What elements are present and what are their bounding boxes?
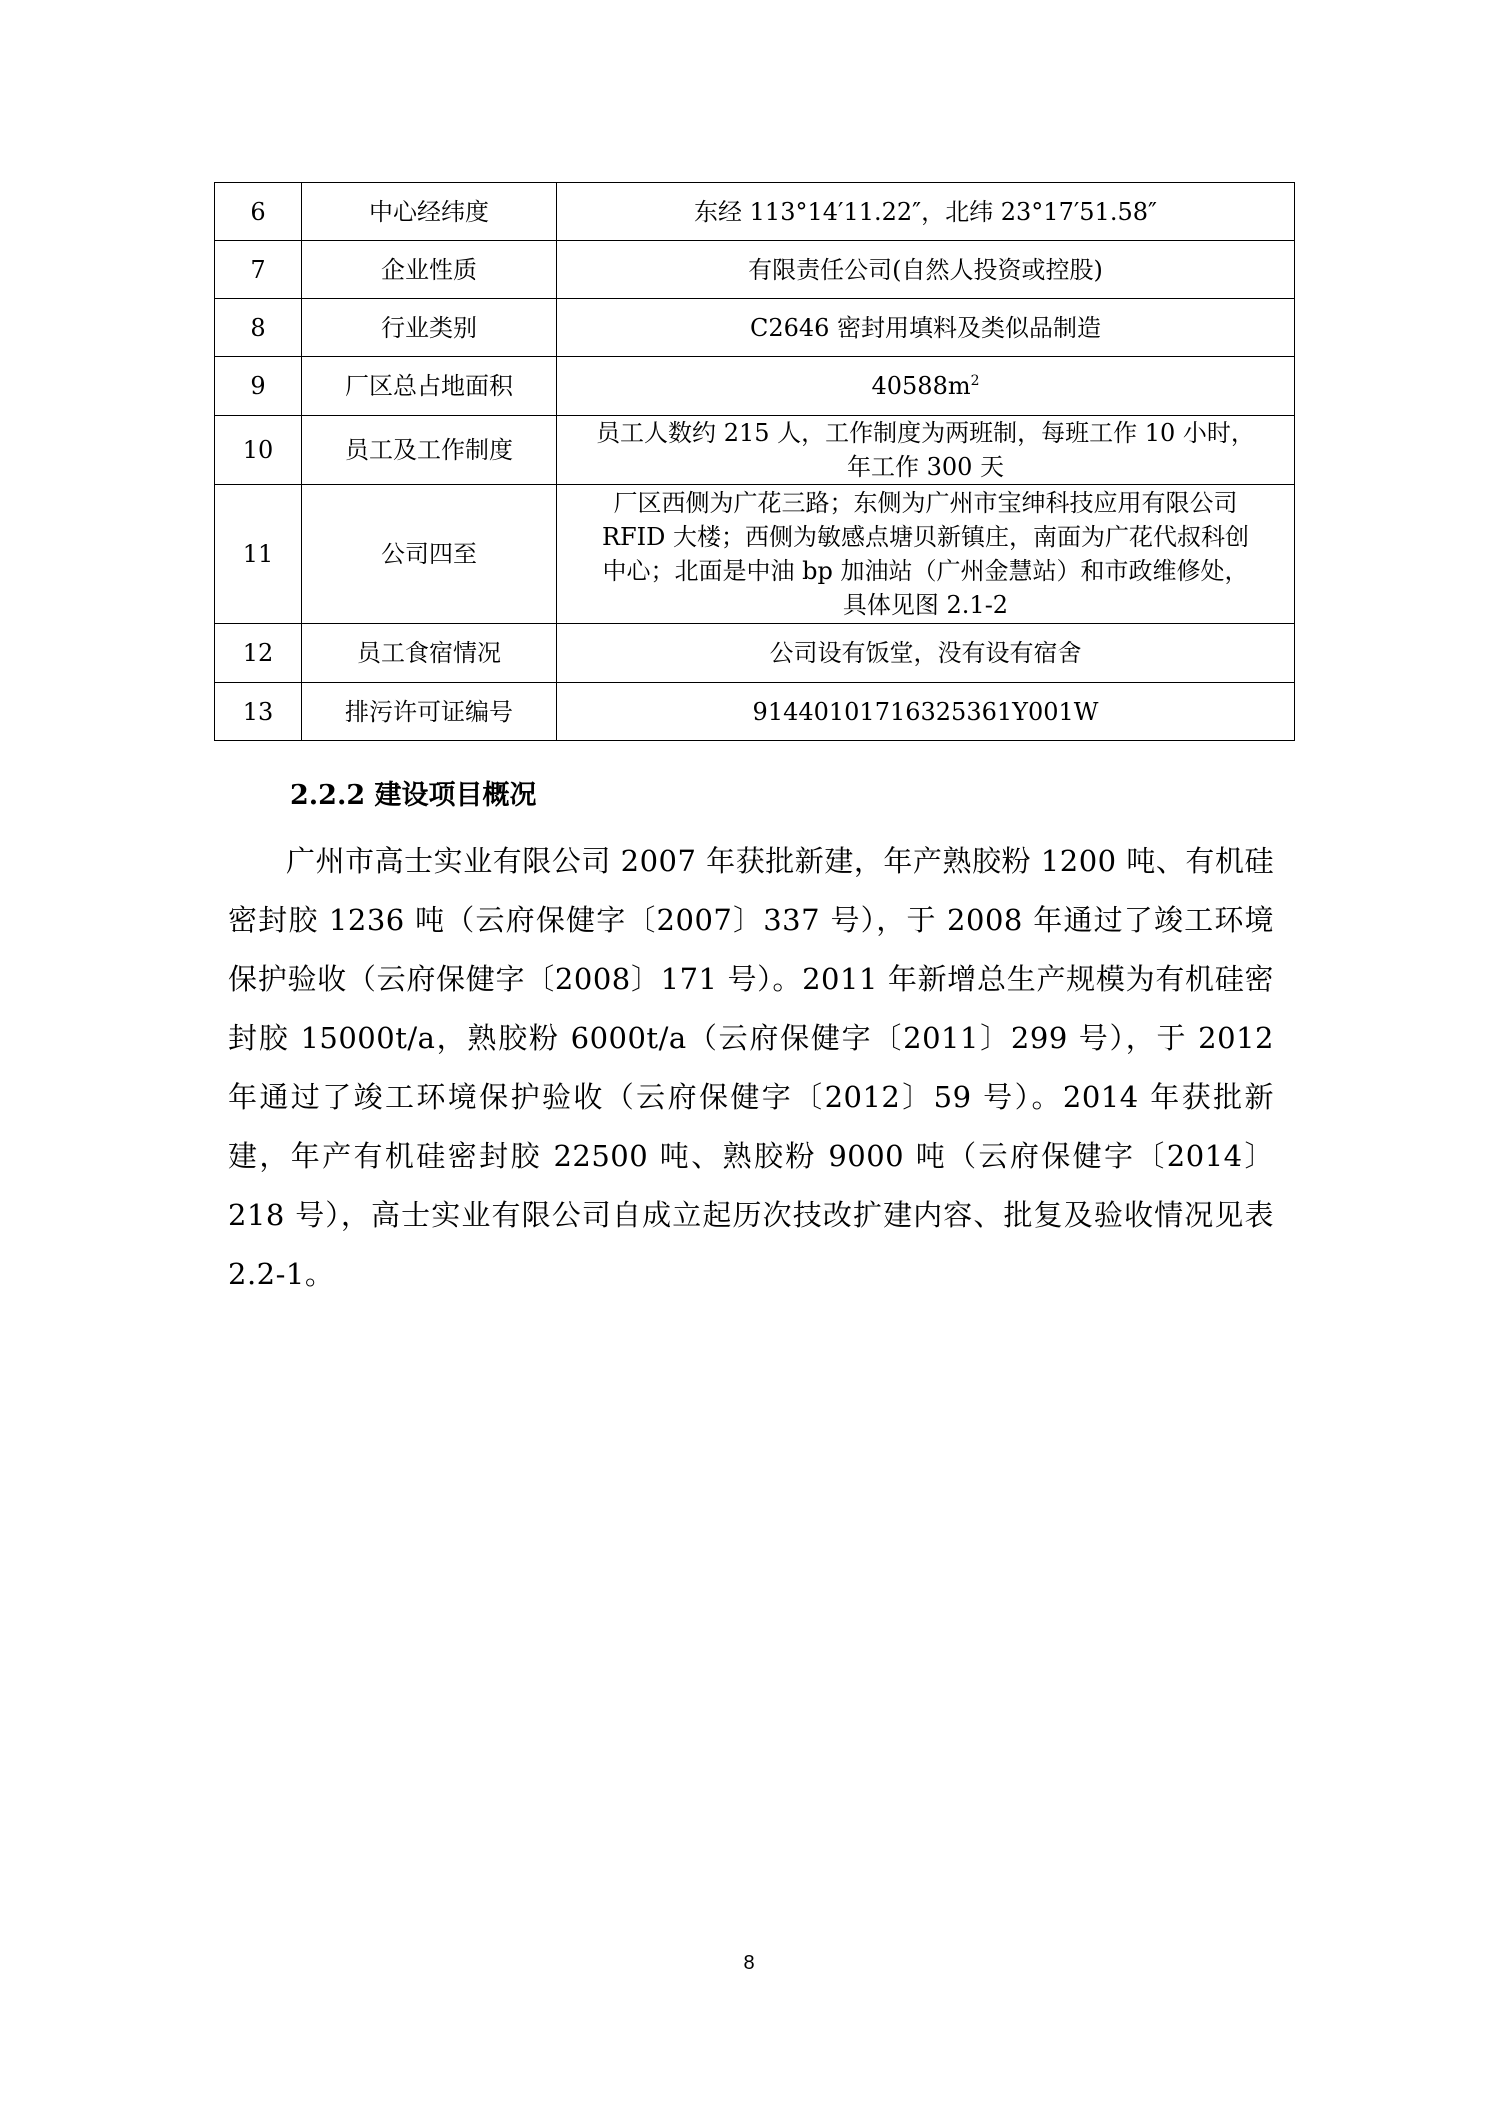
area-value: 40588m [871, 372, 971, 400]
area-unit-exponent: 2 [970, 373, 980, 389]
info-table [214, 182, 1295, 741]
table-row [215, 624, 1295, 683]
row-value: 公司设有饭堂，没有设有宿舍 [557, 624, 1295, 683]
table-row [215, 241, 1295, 299]
section-heading: 2.2.2 建设项目概况 [290, 780, 537, 811]
row-item: 行业类别 [302, 299, 557, 357]
table-row [215, 416, 1295, 485]
row-number: 9 [215, 357, 302, 416]
table-row [215, 183, 1295, 241]
value-line: RFID 大楼；西侧为敏感点塘贝新镇庄，南面为广花代叔科创 [601, 523, 1250, 551]
table-row [215, 357, 1295, 416]
row-value: 有限责任公司(自然人投资或控股) [557, 241, 1295, 299]
row-number: 13 [215, 683, 302, 741]
row-number: 10 [215, 416, 302, 485]
row-number: 12 [215, 624, 302, 683]
body-paragraph: 广州市高士实业有限公司 2007 年获批新建，年产熟胶粉 1200 吨、有机硅密封胶 1236 吨（云府保健字〔2007〕337 号），于 2008 年通过了竣工环境保护验收（云府保健字〔2008〕171 号）。2011 年新增总生产规模为有机硅密封胶 15000t/a，熟胶粉 6000t/a（云府保健字〔2011〕299 号），于 2012 年通过了竣工环境保护验收（云府保健字〔2012〕59 号）。2014 年获批新建，年产有机硅密封胶 22500 吨、熟胶粉 9000 吨（云府保健字〔2014〕218 号），高士实业有限公司自成立起历次技改扩建内容、批复及验收情况见表 2.2-1。 [228, 844, 1274, 1291]
row-item: 员工及工作制度 [302, 416, 557, 485]
row-item: 厂区总占地面积 [302, 357, 557, 416]
row-number: 6 [215, 183, 302, 241]
table-row [215, 683, 1295, 741]
row-number: 7 [215, 241, 302, 299]
row-value: 91440101716325361Y001W [557, 683, 1295, 741]
row-item: 中心经纬度 [302, 183, 557, 241]
value-line: 具体见图 2.1-2 [842, 591, 1009, 619]
row-number: 8 [215, 299, 302, 357]
row-item: 排污许可证编号 [302, 683, 557, 741]
row-value [557, 357, 1295, 416]
table-row [215, 485, 1295, 624]
row-value [557, 485, 1295, 624]
row-number: 11 [215, 485, 302, 624]
page-number: 8 [743, 1952, 755, 1974]
table-row [215, 299, 1295, 357]
value-line: 中心；北面是中油 bp 加油站（广州金慧站）和市政维修处， [602, 557, 1249, 585]
value-line: 员工人数约 215 人，工作制度为两班制，每班工作 10 小时， [596, 419, 1255, 447]
value-line: 厂区西侧为广花三路；东侧为广州市宝绅科技应用有限公司 [613, 489, 1238, 517]
row-value [557, 416, 1295, 485]
row-value: 东经 113°14′11.22″，北纬 23°17′51.58″ [557, 183, 1295, 241]
row-item: 员工食宿情况 [302, 624, 557, 683]
row-value: C2646 密封用填料及类似品制造 [557, 299, 1295, 357]
value-line: 年工作 300 天 [846, 453, 1005, 481]
row-item: 公司四至 [302, 485, 557, 624]
row-item: 企业性质 [302, 241, 557, 299]
